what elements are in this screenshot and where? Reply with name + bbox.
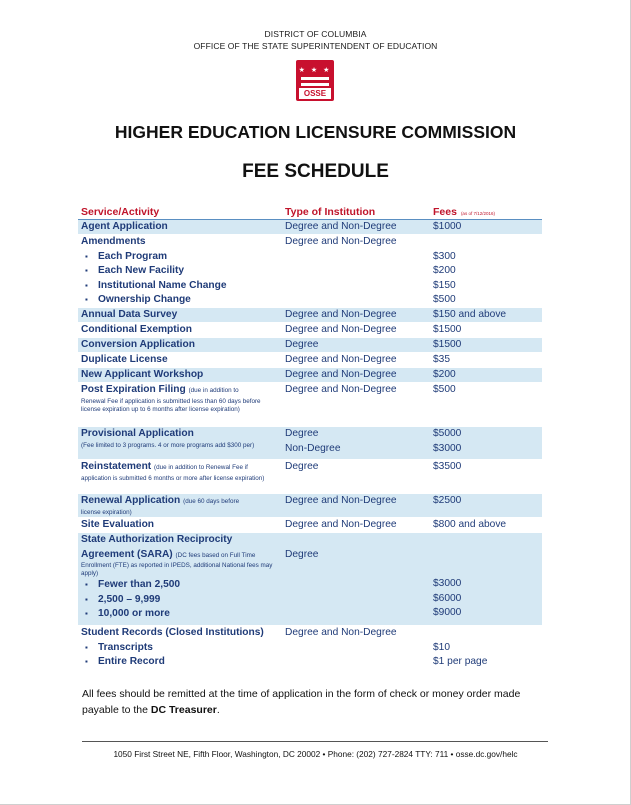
service-cell [81,235,279,308]
service-cell: Agent Application [81,221,168,232]
service-label: Post Expiration Filing [81,384,186,395]
fee-cell: $200 [433,369,456,380]
sub-item: ▪ Entire Record [81,655,279,670]
sub-item: ▪ Fewer than 2,500 [81,578,279,593]
sub-item: ▪ Each Program [81,250,279,265]
table-row [78,427,542,460]
header-type: Type of Institution [285,206,376,218]
fee-value: $3000 [433,442,462,454]
table-row [78,518,542,533]
type-cell: Degree and Non-Degree [285,369,397,380]
type-cell: Degree and Non-Degree [285,354,397,365]
osse-logo [296,60,334,101]
table-row [78,235,542,308]
service-cell: Annual Data Survey [81,309,178,320]
header-fees-note: (as of 7/12/2016) [460,211,495,216]
service-cell: Site Evaluation [81,519,155,530]
header-fees [433,206,495,218]
service-note-inline: (due in addition to [188,387,239,394]
table-row [78,383,542,427]
fee-cell: $800 and above [433,519,507,530]
fee-cell: $1500 [433,339,462,350]
remittance-end: . [216,704,220,716]
logo-bar-top [301,77,329,80]
service-label: Agreement (SARA) [81,548,173,560]
fee-value: $150 [433,279,456,291]
service-cell [81,494,279,517]
header-fees-label: Fees [433,206,457,218]
table-row [78,308,542,323]
commission-title: HIGHER EDUCATION LICENSURE COMMISSION [114,122,517,142]
sub-item: ▪ Each New Facility [81,264,279,279]
remittance-note [82,686,552,718]
table-row [78,220,542,235]
fee-value: $1 per page [433,656,488,668]
fee-cell [433,626,543,670]
service-label: Provisional Application [81,428,194,439]
fee-value: $3000 [433,578,462,589]
type-value: Degree [285,428,319,439]
service-label: Student Records (Closed Institutions) [81,627,264,638]
fee-value: $5000 [433,428,462,439]
service-cell: Conversion Application [81,339,195,350]
type-cell: Degree and Non-Degree [285,236,397,247]
sub-item: ▪ 10,000 or more [81,607,279,622]
service-cell: New Applicant Workshop [81,369,204,380]
service-note-inline: (DC fees based on Full Time [175,551,256,559]
fee-value: $6000 [433,592,462,604]
type-cell: Degree and Non-Degree [285,221,397,232]
fee-value: $300 [433,250,456,262]
service-label: Reinstatement [81,461,152,472]
fee-cell: $35 [433,354,450,365]
type-value: Non-Degree [285,442,341,454]
service-note-inline: (due 60 days before [183,498,240,505]
type-cell: Degree and Non-Degree [285,627,397,638]
fee-cell [433,577,543,621]
service-note-inline: (due in addition to Renewal Fee if [154,464,248,471]
type-cell: Degree [285,549,319,560]
table-row [78,338,542,353]
type-cell: Degree [285,461,319,472]
fee-value: $500 [433,294,456,306]
service-label: Amendments [81,236,146,247]
table-row [78,353,542,368]
service-note: (Fee limited to 3 programs. 4 or more programs add $300 per) [81,441,255,449]
type-cell: Degree and Non-Degree [285,324,397,335]
logo-text: OSSE [299,88,331,99]
type-cell: Degree and Non-Degree [285,309,397,320]
table-row [78,626,542,670]
header-service: Service/Activity [81,206,160,218]
fee-cell: $3500 [433,461,462,472]
contact-line: 1050 First Street NE, Fifth Floor, Washington, DC 20002 • Phone: (202) 727-2824 TTY: 711 • osse.dc.gov/helc [113,749,518,759]
fee-value: $10 [433,641,450,653]
office-heading: OFFICE OF THE STATE SUPERINTENDENT OF EDUCATION [193,41,438,51]
logo-bar-bottom [301,83,329,86]
fee-cell [433,427,543,456]
fee-cell: $2500 [433,495,462,506]
service-note: Enrollment (FTE) as reported in IPEDS, additional National fees may apply) [81,562,273,578]
sub-item: ▪ Transcripts [81,641,279,656]
sub-item: ▪ Institutional Name Change [81,279,279,294]
service-note: Renewal Fee if application is submitted less than 60 days before license expiration up to 6 months after license expiration) [81,397,261,413]
type-cell: Degree [285,339,319,350]
table-row [78,368,542,383]
payee-name: DC Treasurer [150,704,217,716]
fee-cell: $500 [433,384,456,395]
service-label: State Authorization Reciprocity [81,534,233,545]
service-cell [81,460,279,483]
type-cell [285,427,430,456]
table-row [78,323,542,338]
service-cell: Conditional Exemption [81,324,192,335]
service-note: license expiration) [81,508,132,516]
service-cell: Duplicate License [81,354,168,365]
district-heading: DISTRICT OF COLUMBIA [264,29,367,39]
fee-cell: $150 and above [433,309,507,320]
service-cell [81,383,279,414]
service-note: application is submitted 6 months or more after license expiration) [81,474,265,482]
fee-cell [433,235,543,308]
service-cell [81,626,279,670]
sub-item: ▪ 2,500 – 9,999 [81,593,279,608]
table-row [78,533,542,626]
fee-cell: $1500 [433,324,462,335]
sub-item: ▪ Ownership Change [81,293,279,308]
remittance-text: All fees should be remitted at the time of application in the form of check or money order made payable to the [82,688,521,716]
footer-divider [82,741,548,742]
type-cell: Degree and Non-Degree [285,519,397,530]
table-row [78,494,542,518]
table-header [78,204,542,220]
service-label: Renewal Application [81,495,181,506]
type-cell: Degree and Non-Degree [285,384,397,395]
fee-cell: $1000 [433,221,462,232]
service-cell [81,427,279,450]
fee-schedule-title: FEE SCHEDULE [242,161,389,182]
service-cell [81,533,279,622]
table-row [78,460,542,494]
logo-stars: ★ ★ ★ [298,67,332,74]
fee-value: $200 [433,265,456,277]
type-cell: Degree and Non-Degree [285,495,397,506]
fee-table [78,204,542,670]
fee-value: $9000 [433,607,462,619]
